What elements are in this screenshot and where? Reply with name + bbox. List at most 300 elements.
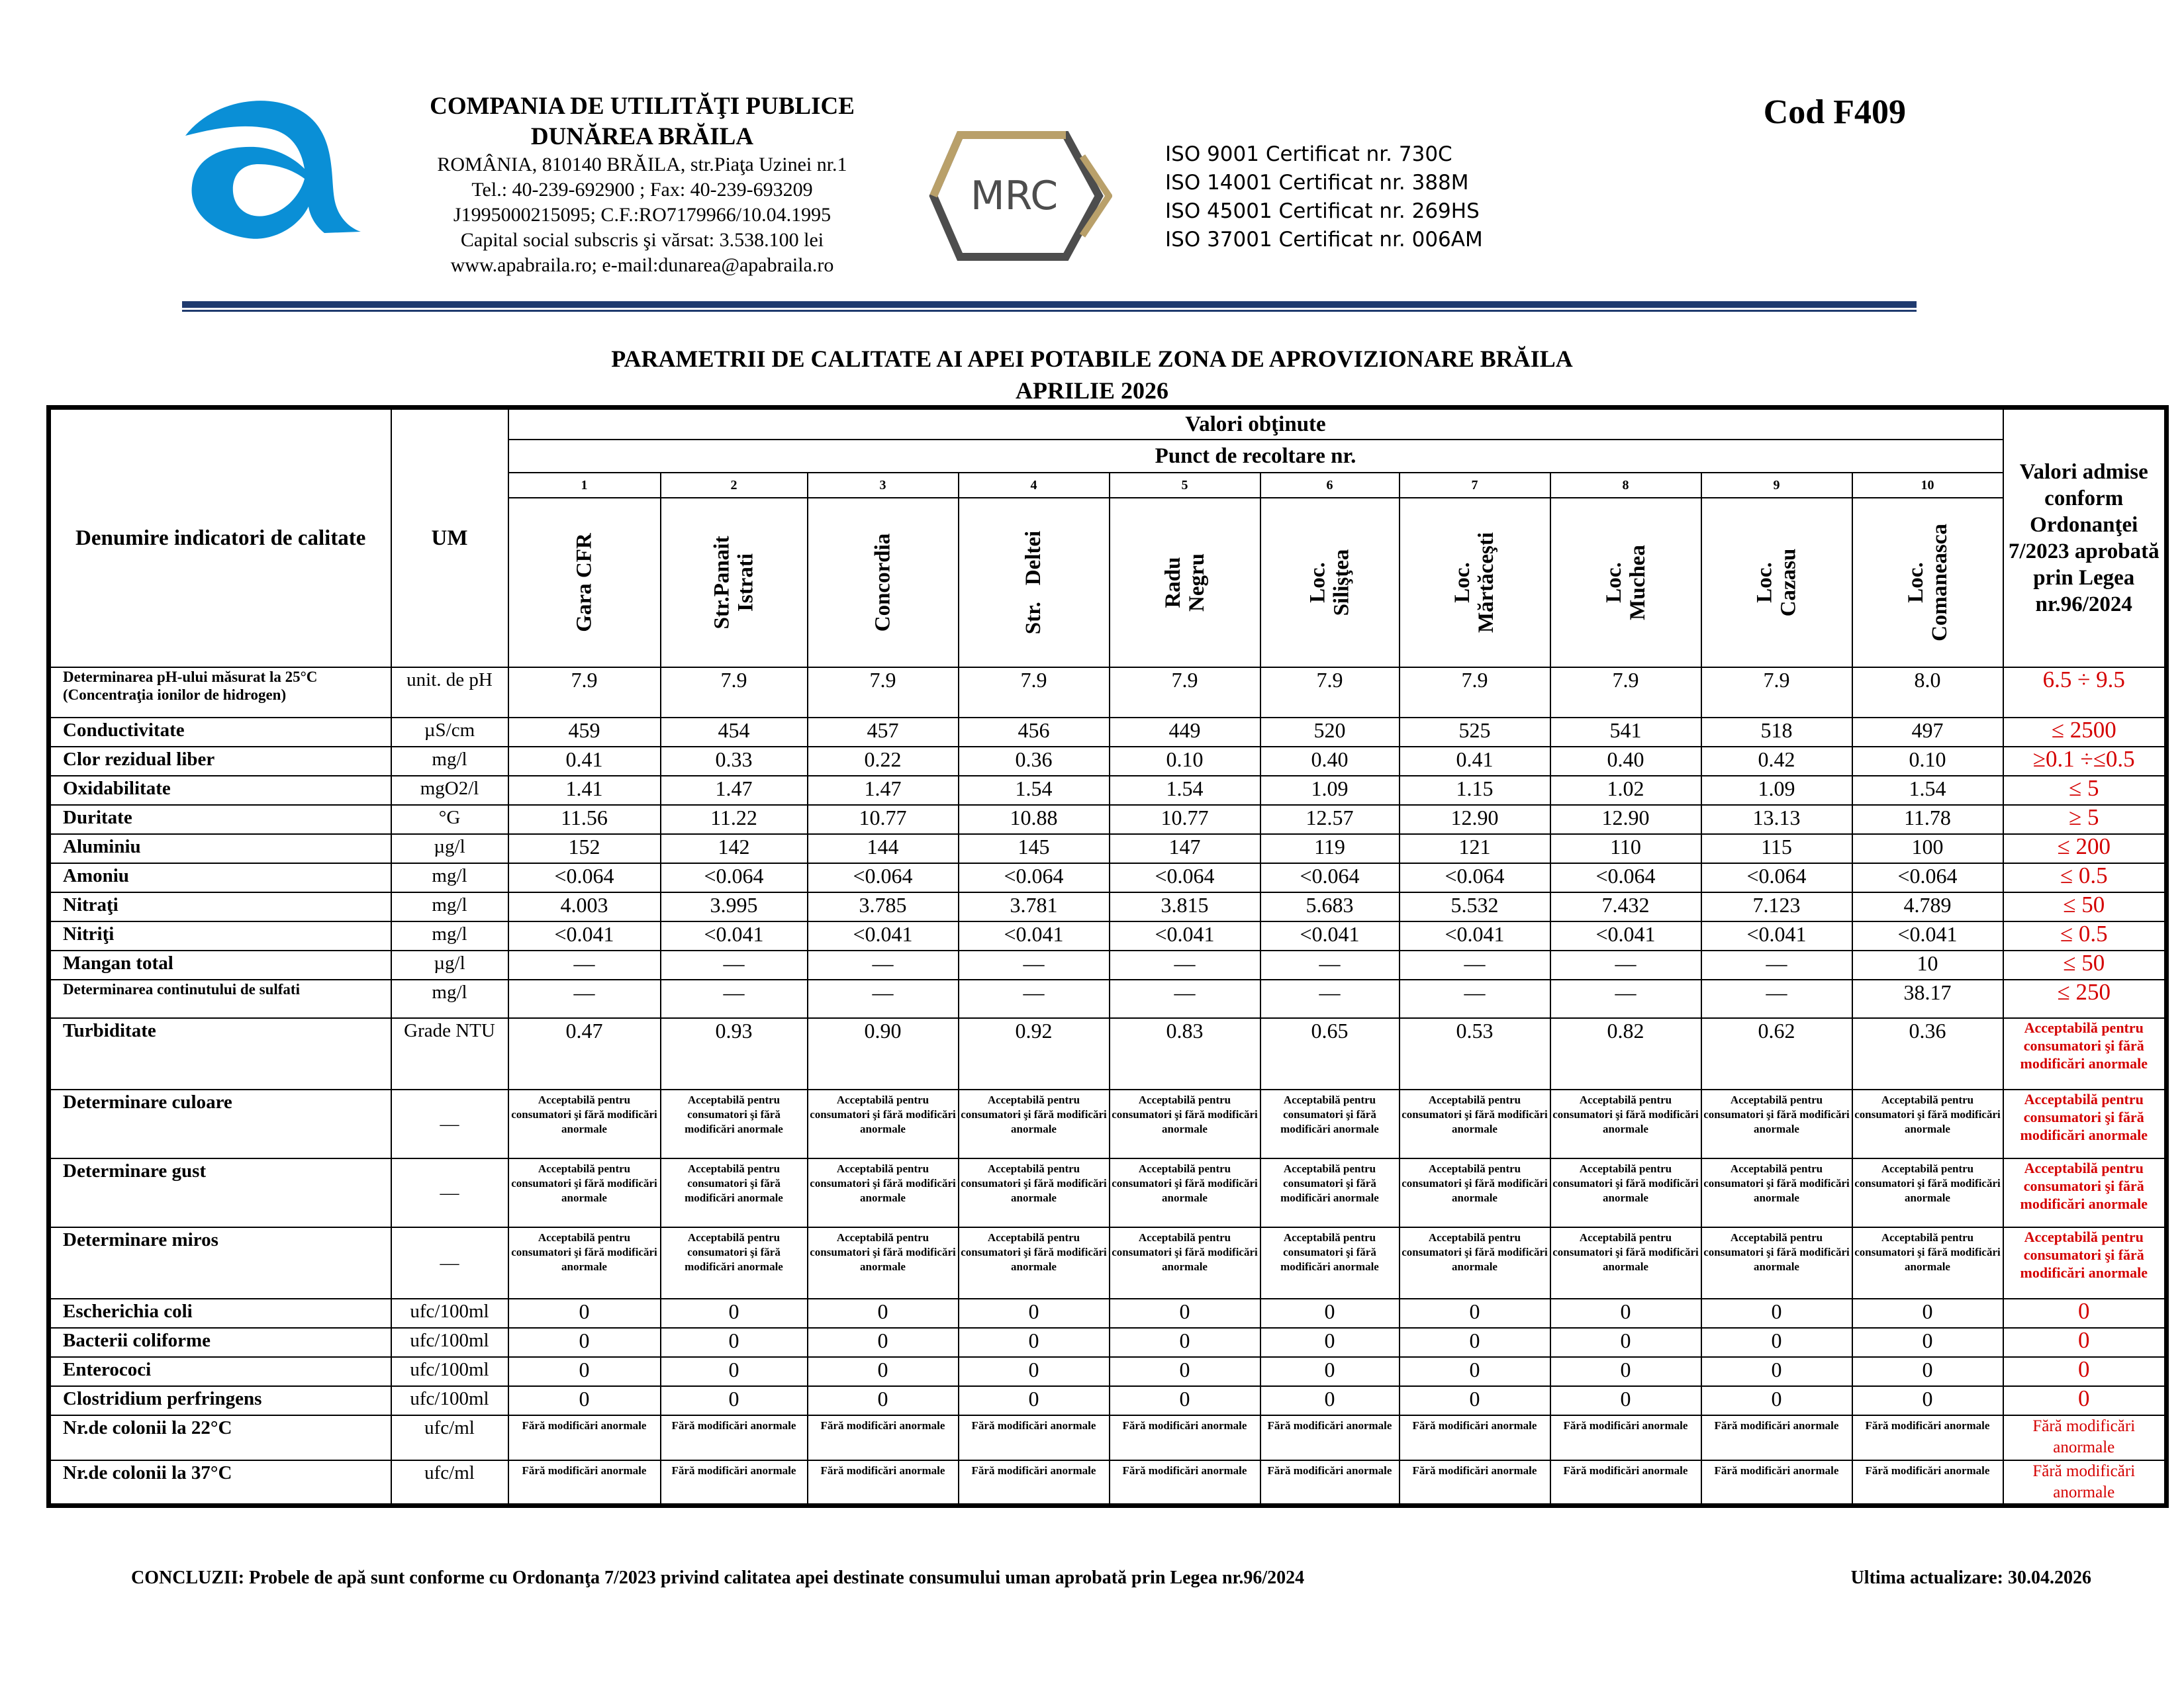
measured-value: 0 — [1701, 1386, 1852, 1415]
measured-value: 1.54 — [1110, 776, 1260, 805]
sampling-point-number: 9 — [1701, 473, 1852, 498]
table-row — [49, 667, 2167, 718]
unit-of-measure: ufc/ml — [391, 1415, 508, 1460]
unit-of-measure: ufc/100ml — [391, 1299, 508, 1328]
company-registry: J1995000215095; C.F.:RO7179966/10.04.1995 — [453, 204, 831, 226]
parameter-name: Determinare miros — [49, 1227, 391, 1299]
measured-value: 0 — [1400, 1357, 1550, 1386]
measured-value: 10.77 — [1110, 805, 1260, 834]
measured-value: 457 — [808, 718, 959, 747]
measured-value: 0 — [661, 1299, 808, 1328]
parameter-name: Clor rezidual liber — [49, 747, 391, 776]
measured-value: Fără modificări anormale — [661, 1415, 808, 1460]
unit-of-measure: — — [391, 1227, 508, 1299]
measured-value: 0.93 — [661, 1018, 808, 1090]
measured-value: 3.781 — [959, 892, 1110, 921]
measured-value: 11.22 — [661, 805, 808, 834]
measured-value: 1.09 — [1260, 776, 1400, 805]
allowed-limit: ≤ 50 — [2003, 892, 2167, 921]
measured-value: 0 — [661, 1357, 808, 1386]
measured-value: 0 — [1260, 1357, 1400, 1386]
header-allowed-limits: Valori admise conform Ordonanţei 7/2023 aprobată prin Legea nr.96/2024 — [2003, 408, 2167, 667]
table-row — [49, 951, 2167, 980]
measured-value: 145 — [959, 834, 1110, 863]
table-row — [49, 921, 2167, 951]
table-row — [49, 1460, 2167, 1506]
sampling-point-number: 3 — [808, 473, 959, 498]
measured-value: 520 — [1260, 718, 1400, 747]
measured-value: 0 — [1260, 1328, 1400, 1357]
sampling-point-name-cell — [1400, 498, 1550, 667]
measured-value: 0 — [959, 1357, 1110, 1386]
unit-of-measure: Grade NTU — [391, 1018, 508, 1090]
allowed-limit: Acceptabilă pentru consumatori şi fără modificări anormale — [2003, 1158, 2167, 1227]
measured-value: 0 — [1701, 1328, 1852, 1357]
parameter-name: Nitraţi — [49, 892, 391, 921]
measured-value: 0.65 — [1260, 1018, 1400, 1090]
measured-value: — — [808, 980, 959, 1018]
sampling-point-number: 5 — [1110, 473, 1260, 498]
allowed-limit: ≥0.1 ÷≤0.5 — [2003, 747, 2167, 776]
measured-value: 0.83 — [1110, 1018, 1260, 1090]
measured-value: 0 — [1110, 1357, 1260, 1386]
table-row — [49, 1415, 2167, 1460]
sampling-point-name: Loc. Mărtăceşti — [1450, 532, 1499, 633]
table-row — [49, 834, 2167, 863]
sampling-point-number: 7 — [1400, 473, 1550, 498]
unit-of-measure: mg/l — [391, 863, 508, 892]
unit-of-measure: ufc/100ml — [391, 1386, 508, 1415]
unit-of-measure: ufc/100ml — [391, 1328, 508, 1357]
measured-value: 7.9 — [1400, 667, 1550, 718]
measured-value: <0.064 — [1701, 863, 1852, 892]
measured-value: Fără modificări anormale — [1400, 1460, 1550, 1506]
measured-value: 121 — [1400, 834, 1550, 863]
measured-value: 0 — [1701, 1299, 1852, 1328]
measured-value: 0 — [1110, 1299, 1260, 1328]
measured-value: 1.47 — [808, 776, 959, 805]
measured-value: 0 — [508, 1299, 661, 1328]
iso-cert: ISO 45001 Certificat nr. 269HS — [1165, 199, 1480, 223]
unit-of-measure: mg/l — [391, 892, 508, 921]
measured-value: — — [1550, 951, 1701, 980]
measured-value: — — [1110, 951, 1260, 980]
sampling-point-name-cell — [1260, 498, 1400, 667]
measured-value: 0 — [1110, 1328, 1260, 1357]
unit-of-measure: ufc/ml — [391, 1460, 508, 1506]
measured-value: 0 — [1110, 1386, 1260, 1415]
measured-value: Fără modificări anormale — [959, 1460, 1110, 1506]
company-phone: Tel.: 40-239-692900 ; Fax: 40-239-693209 — [471, 179, 813, 201]
measured-value: — — [1260, 980, 1400, 1018]
measured-value: Fără modificări anormale — [1701, 1415, 1852, 1460]
measured-value: 0.92 — [959, 1018, 1110, 1090]
mrc-certification-logo — [927, 130, 1112, 262]
unit-of-measure: µS/cm — [391, 718, 508, 747]
measured-value: Acceptabilă pentru consumatori şi fără modificări anormale — [661, 1158, 808, 1227]
sampling-point-name: Loc. Comaneasca — [1903, 523, 1952, 641]
allowed-limit: Fără modificări anormale — [2003, 1460, 2167, 1506]
measured-value: 38.17 — [1852, 980, 2003, 1018]
measured-value: <0.041 — [1701, 921, 1852, 951]
measured-value: Acceptabilă pentru consumatori şi fără modificări anormale — [1550, 1158, 1701, 1227]
parameter-name: Nitriţi — [49, 921, 391, 951]
table-row — [49, 863, 2167, 892]
measured-value: 115 — [1701, 834, 1852, 863]
unit-of-measure: mgO2/l — [391, 776, 508, 805]
measured-value: 7.9 — [959, 667, 1110, 718]
measured-value: 0 — [808, 1299, 959, 1328]
measured-value: 7.9 — [1701, 667, 1852, 718]
measured-value: 0.40 — [1260, 747, 1400, 776]
measured-value: <0.041 — [1852, 921, 2003, 951]
measured-value: <0.041 — [959, 921, 1110, 951]
parameter-name: Clostridium perfringens — [49, 1386, 391, 1415]
iso-cert: ISO 9001 Certificat nr. 730C — [1165, 142, 1452, 166]
measured-value: 0.33 — [661, 747, 808, 776]
measured-value: 0.41 — [1400, 747, 1550, 776]
measured-value: Fără modificări anormale — [1852, 1460, 2003, 1506]
measured-value: 119 — [1260, 834, 1400, 863]
parameter-name: Mangan total — [49, 951, 391, 980]
measured-value: <0.064 — [1260, 863, 1400, 892]
measured-value: 7.9 — [1550, 667, 1701, 718]
sampling-point-name-cell — [959, 498, 1110, 667]
measured-value: 1.02 — [1550, 776, 1701, 805]
measured-value: 0.10 — [1110, 747, 1260, 776]
table-row — [49, 892, 2167, 921]
measured-value: 12.90 — [1400, 805, 1550, 834]
measured-value: Fără modificări anormale — [1550, 1415, 1701, 1460]
company-logo — [179, 86, 371, 245]
title-line: PARAMETRII DE CALITATE AI APEI POTABILE ZONA DE APROVIZIONARE BRĂILA — [611, 346, 1573, 372]
measured-value: — — [1701, 951, 1852, 980]
measured-value: — — [959, 980, 1110, 1018]
measured-value: — — [808, 951, 959, 980]
mrc-logo-text: MRC — [970, 173, 1059, 219]
measured-value: Fără modificări anormale — [1260, 1460, 1400, 1506]
measured-value: Acceptabilă pentru consumatori şi fără modificări anormale — [1400, 1227, 1550, 1299]
measured-value: 449 — [1110, 718, 1260, 747]
parameter-name: Conductivitate — [49, 718, 391, 747]
measured-value: 0 — [508, 1328, 661, 1357]
measured-value: Fără modificări anormale — [1701, 1460, 1852, 1506]
measured-value: <0.041 — [1400, 921, 1550, 951]
measured-value: — — [661, 980, 808, 1018]
table-row — [49, 1227, 2167, 1299]
measured-value: Fără modificări anormale — [959, 1415, 1110, 1460]
measured-value: Acceptabilă pentru consumatori şi fără modificări anormale — [1550, 1227, 1701, 1299]
measured-value: Acceptabilă pentru consumatori şi fără modificări anormale — [1701, 1090, 1852, 1158]
measured-value: <0.041 — [1260, 921, 1400, 951]
measured-value: — — [661, 951, 808, 980]
measured-value: <0.064 — [808, 863, 959, 892]
company-contact: www.apabraila.ro; e-mail:dunarea@apabraila.ro — [450, 254, 834, 276]
header-um: UM — [391, 408, 508, 667]
sampling-point-name: Loc. Cazasu — [1752, 548, 1801, 616]
measured-value: Acceptabilă pentru consumatori şi fără modificări anormale — [1260, 1090, 1400, 1158]
unit-of-measure: mg/l — [391, 747, 508, 776]
measured-value: — — [1701, 980, 1852, 1018]
unit-of-measure: — — [391, 1090, 508, 1158]
parameter-name: Oxidabilitate — [49, 776, 391, 805]
sampling-point-name-cell — [1852, 498, 2003, 667]
measured-value: 525 — [1400, 718, 1550, 747]
table-row — [49, 776, 2167, 805]
measured-value: <0.064 — [508, 863, 661, 892]
measured-value: Fără modificări anormale — [1550, 1460, 1701, 1506]
measured-value: Fără modificări anormale — [1110, 1415, 1260, 1460]
measured-value: 144 — [808, 834, 959, 863]
measured-value: Fără modificări anormale — [508, 1415, 661, 1460]
measured-value: 0 — [1260, 1386, 1400, 1415]
measured-value: — — [1550, 980, 1701, 1018]
company-info — [371, 91, 914, 278]
table-row — [49, 1090, 2167, 1158]
sampling-point-name: Concordia — [871, 533, 895, 632]
measured-value: Acceptabilă pentru consumatori şi fără modificări anormale — [959, 1227, 1110, 1299]
measured-value: 0 — [1550, 1299, 1701, 1328]
company-address: ROMÂNIA, 810140 BRĂILA, str.Piaţa Uzinei nr.1 — [437, 154, 847, 175]
unit-of-measure: ufc/100ml — [391, 1357, 508, 1386]
allowed-limit: 0 — [2003, 1299, 2167, 1328]
measured-value: 1.47 — [661, 776, 808, 805]
measured-value: Fără modificări anormale — [1110, 1460, 1260, 1506]
table-row — [49, 1299, 2167, 1328]
measured-value: Acceptabilă pentru consumatori şi fără modificări anormale — [1400, 1090, 1550, 1158]
measured-value: 1.09 — [1701, 776, 1852, 805]
measured-value: — — [508, 980, 661, 1018]
measured-value: 0 — [508, 1357, 661, 1386]
parameter-name: Determinare culoare — [49, 1090, 391, 1158]
measured-value: Fără modificări anormale — [1400, 1415, 1550, 1460]
measured-value: 12.90 — [1550, 805, 1701, 834]
unit-of-measure: mg/l — [391, 921, 508, 951]
sampling-point-name-cell — [508, 498, 661, 667]
measured-value: Acceptabilă pentru consumatori şi fără modificări anormale — [808, 1090, 959, 1158]
sampling-point-name-cell — [1550, 498, 1701, 667]
measured-value: 0 — [1260, 1299, 1400, 1328]
iso-cert: ISO 14001 Certificat nr. 388M — [1165, 171, 1469, 195]
measured-value: Acceptabilă pentru consumatori şi fără modificări anormale — [1701, 1158, 1852, 1227]
measured-value: <0.064 — [1110, 863, 1260, 892]
measured-value: 1.54 — [959, 776, 1110, 805]
sampling-point-name: Gara CFR — [572, 532, 596, 632]
measured-value: 5.532 — [1400, 892, 1550, 921]
measured-value: — — [1400, 980, 1550, 1018]
measured-value: Acceptabilă pentru consumatori şi fără modificări anormale — [508, 1227, 661, 1299]
measured-value: 0 — [1852, 1357, 2003, 1386]
measured-value: 0.82 — [1550, 1018, 1701, 1090]
measured-value: 0.36 — [1852, 1018, 2003, 1090]
conclusion: CONCLUZII: Probele de apă sunt conforme cu Ordonanţa 7/2023 privind calitatea apei destinate consumului uman aprobată prin Legea nr.96/2024 — [131, 1568, 1305, 1588]
measured-value: 0.47 — [508, 1018, 661, 1090]
measured-value: 8.0 — [1852, 667, 2003, 718]
iso-cert: ISO 37001 Certificat nr. 006AM — [1165, 228, 1483, 252]
measured-value: Acceptabilă pentru consumatori şi fără modificări anormale — [1701, 1227, 1852, 1299]
allowed-limit: ≤ 250 — [2003, 980, 2167, 1018]
measured-value: 0 — [1701, 1357, 1852, 1386]
measured-value: 0 — [1550, 1328, 1701, 1357]
measured-value: 13.13 — [1701, 805, 1852, 834]
allowed-limit: Acceptabilă pentru consumatori şi fără modificări anormale — [2003, 1018, 2167, 1090]
measured-value: 497 — [1852, 718, 2003, 747]
parameter-name: Determinarea pH-ului măsurat la 25°C (Concentraţia ionilor de hidrogen) — [49, 667, 391, 718]
header-divider-thin — [182, 310, 1917, 312]
measured-value: 0 — [1852, 1299, 2003, 1328]
measured-value: <0.041 — [508, 921, 661, 951]
sampling-point-number: 6 — [1260, 473, 1400, 498]
sampling-point-number: 10 — [1852, 473, 2003, 498]
measured-value: Acceptabilă pentru consumatori şi fără modificări anormale — [959, 1158, 1110, 1227]
measured-value: 0 — [1852, 1328, 2003, 1357]
measured-value: 0 — [959, 1328, 1110, 1357]
measured-value: Acceptabilă pentru consumatori şi fără modificări anormale — [1110, 1090, 1260, 1158]
measured-value: 10 — [1852, 951, 2003, 980]
measured-value: 0.90 — [808, 1018, 959, 1090]
measured-value: Fără modificări anormale — [1852, 1415, 2003, 1460]
measured-value: 0 — [1400, 1299, 1550, 1328]
allowed-limit: ≤ 0.5 — [2003, 921, 2167, 951]
measured-value: 4.789 — [1852, 892, 2003, 921]
measured-value: 0 — [1400, 1386, 1550, 1415]
measured-value: — — [1260, 951, 1400, 980]
table-row — [49, 1018, 2167, 1090]
measured-value: 7.9 — [1260, 667, 1400, 718]
measured-value: Acceptabilă pentru consumatori şi fără modificări anormale — [661, 1227, 808, 1299]
sampling-point-number: 1 — [508, 473, 661, 498]
measured-value: 0 — [808, 1386, 959, 1415]
measured-value: 3.785 — [808, 892, 959, 921]
measured-value: Acceptabilă pentru consumatori şi fără modificări anormale — [1852, 1090, 2003, 1158]
sampling-point-name-cell — [661, 498, 808, 667]
measured-value: Acceptabilă pentru consumatori şi fără modificări anormale — [508, 1090, 661, 1158]
unit-of-measure: mg/l — [391, 980, 508, 1018]
measured-value: Fără modificări anormale — [1260, 1415, 1400, 1460]
table-row — [49, 980, 2167, 1018]
measured-value: 0 — [1550, 1357, 1701, 1386]
measured-value: 541 — [1550, 718, 1701, 747]
header-parameter: Denumire indicatori de calitate — [49, 408, 391, 667]
allowed-limit: ≤ 2500 — [2003, 718, 2167, 747]
parameter-name: Bacterii coliforme — [49, 1328, 391, 1357]
measured-value: 0 — [1550, 1386, 1701, 1415]
measured-value: 0 — [508, 1386, 661, 1415]
allowed-limit: 0 — [2003, 1328, 2167, 1357]
table-row — [49, 1357, 2167, 1386]
measured-value: Fără modificări anormale — [661, 1460, 808, 1506]
parameter-name: Enterococi — [49, 1357, 391, 1386]
measured-value: 0.42 — [1701, 747, 1852, 776]
measured-value: 0 — [1852, 1386, 2003, 1415]
measured-value: 110 — [1550, 834, 1701, 863]
measured-value: 0.40 — [1550, 747, 1701, 776]
parameter-name: Aluminiu — [49, 834, 391, 863]
allowed-limit: ≤ 0.5 — [2003, 863, 2167, 892]
unit-of-measure: µg/l — [391, 951, 508, 980]
parameter-name: Determinarea continutului de sulfati — [49, 980, 391, 1018]
measured-value: <0.064 — [1400, 863, 1550, 892]
unit-of-measure: µg/l — [391, 834, 508, 863]
parameter-name: Amoniu — [49, 863, 391, 892]
measured-value: 11.56 — [508, 805, 661, 834]
parameter-name: Determinare gust — [49, 1158, 391, 1227]
measured-value: 0 — [959, 1386, 1110, 1415]
measured-value: 3.815 — [1110, 892, 1260, 921]
measured-value: 4.003 — [508, 892, 661, 921]
measured-value: 10.77 — [808, 805, 959, 834]
measured-value: 142 — [661, 834, 808, 863]
sampling-point-number: 2 — [661, 473, 808, 498]
measured-value: 7.9 — [508, 667, 661, 718]
measured-value: — — [959, 951, 1110, 980]
unit-of-measure: °G — [391, 805, 508, 834]
sampling-point-name-cell — [808, 498, 959, 667]
measured-value: 0 — [661, 1386, 808, 1415]
measured-value: Acceptabilă pentru consumatori şi fără modificări anormale — [661, 1090, 808, 1158]
measured-value: 0 — [1400, 1328, 1550, 1357]
sampling-point-name: Loc. Silişţea — [1306, 549, 1354, 616]
sampling-point-number: 8 — [1550, 473, 1701, 498]
measured-value: 0.10 — [1852, 747, 2003, 776]
parameter-name: Duritate — [49, 805, 391, 834]
measured-value: 0 — [661, 1328, 808, 1357]
sampling-point-number: 4 — [959, 473, 1110, 498]
measured-value: <0.064 — [661, 863, 808, 892]
parameter-name: Turbiditate — [49, 1018, 391, 1090]
table-row — [49, 1386, 2167, 1415]
measured-value: <0.064 — [959, 863, 1110, 892]
measured-value: Acceptabilă pentru consumatori şi fără modificări anormale — [1852, 1158, 2003, 1227]
measured-value: Acceptabilă pentru consumatori şi fără modificări anormale — [959, 1090, 1110, 1158]
measured-value: Acceptabilă pentru consumatori şi fără modificări anormale — [1550, 1090, 1701, 1158]
iso-certifications — [1165, 140, 1483, 254]
measured-value: Acceptabilă pentru consumatori şi fără modificări anormale — [1110, 1158, 1260, 1227]
measured-value: Fără modificări anormale — [808, 1415, 959, 1460]
measured-value: Acceptabilă pentru consumatori şi fără modificări anormale — [1260, 1227, 1400, 1299]
form-code: Cod F409 — [1763, 93, 1906, 131]
measured-value: <0.064 — [1550, 863, 1701, 892]
allowed-limit: 6.5 ÷ 9.5 — [2003, 667, 2167, 718]
measured-value: 0.22 — [808, 747, 959, 776]
unit-of-measure: — — [391, 1158, 508, 1227]
measured-value: 10.88 — [959, 805, 1110, 834]
measured-value: Acceptabilă pentru consumatori şi fără modificări anormale — [1852, 1227, 2003, 1299]
measured-value: Acceptabilă pentru consumatori şi fără modificări anormale — [808, 1227, 959, 1299]
table-row — [49, 1328, 2167, 1357]
table-row — [49, 747, 2167, 776]
measured-value: 0.41 — [508, 747, 661, 776]
sampling-point-name-cell — [1110, 498, 1260, 667]
measured-value: 456 — [959, 718, 1110, 747]
header-values-obtained: Valori obţinute — [508, 408, 2003, 440]
measured-value: 459 — [508, 718, 661, 747]
parameter-name: Nr.de colonii la 37°C — [49, 1460, 391, 1506]
table-row — [49, 718, 2167, 747]
allowed-limit: ≤ 50 — [2003, 951, 2167, 980]
allowed-limit: ≥ 5 — [2003, 805, 2167, 834]
measured-value: 0.62 — [1701, 1018, 1852, 1090]
measured-value: Acceptabilă pentru consumatori şi fără modificări anormale — [1260, 1158, 1400, 1227]
measured-value: 0 — [808, 1328, 959, 1357]
company-capital: Capital social subscris şi vărsat: 3.538.100 lei — [460, 229, 824, 251]
company-name-line1: COMPANIA DE UTILITĂŢI PUBLICE — [430, 93, 855, 120]
sampling-point-name-cell — [1701, 498, 1852, 667]
parameter-name: Escherichia coli — [49, 1299, 391, 1328]
sampling-point-name: Str. Deltei — [1021, 530, 1046, 634]
measured-value: 0.53 — [1400, 1018, 1550, 1090]
measured-value: 11.78 — [1852, 805, 2003, 834]
